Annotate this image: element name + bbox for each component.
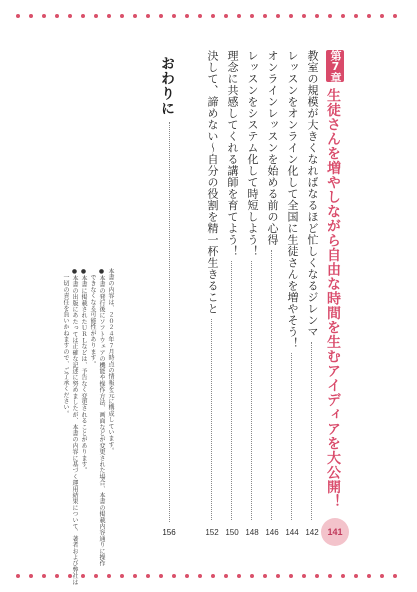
border-dot: [315, 14, 319, 18]
border-dot: [328, 574, 332, 578]
note-line: [89, 268, 95, 370]
border-dot: [185, 14, 189, 18]
border-dot: [68, 14, 72, 18]
border-dot: [237, 574, 241, 578]
note-text: ●本書の出版にあたっては正確な記述に努めましたが、本書の内容に基づく運用結果について、著者および弊社は: [71, 268, 78, 586]
border-dot: [198, 14, 202, 18]
border-dot: [55, 574, 59, 578]
toc-entry-title: 理念に共感してくれる講師を育てよう！: [226, 50, 239, 257]
border-dot: [276, 574, 280, 578]
border-dot: [29, 14, 33, 18]
note-line: [62, 268, 68, 420]
border-dot: [380, 574, 384, 578]
toc-entry-title: オンラインレッスンを始める前の心得: [266, 50, 279, 246]
border-dot: [341, 14, 345, 18]
note-text: 本書の内容は、２０２４年７月時点の情報を元に構成しています。: [107, 268, 114, 454]
chapter-title: 生徒さんを増やしながら自由な時間を生むアイディアを大公開！: [325, 88, 341, 509]
border-dot: [328, 14, 332, 18]
border-dot: [120, 14, 124, 18]
border-dot: [289, 14, 293, 18]
toc-entry-page: 142: [305, 528, 319, 537]
ending-title[interactable]: おわりに: [159, 56, 175, 116]
border-dot: [367, 574, 371, 578]
top-dot-border: [0, 14, 417, 20]
note-line: [80, 268, 86, 477]
border-dot: [146, 14, 150, 18]
border-dot: [315, 574, 319, 578]
ending-page-number: 156: [162, 528, 176, 537]
ending-leader-dots: [169, 122, 170, 522]
toc-leader-dots: [271, 250, 272, 521]
toc-entry-page: 152: [205, 528, 219, 537]
border-dot: [250, 14, 254, 18]
toc-entry-page: 146: [265, 528, 279, 537]
toc-entry[interactable]: [203, 50, 221, 540]
toc-entry[interactable]: [263, 50, 281, 540]
border-dot: [29, 574, 33, 578]
toc-entry[interactable]: [303, 50, 321, 540]
border-dot: [42, 14, 46, 18]
border-dot: [211, 14, 215, 18]
toc-leader-dots: [251, 261, 252, 520]
toc-entry-title: レッスンをオンライン化して全国に生徒さんを増やそう！: [286, 50, 299, 349]
border-dot: [133, 574, 137, 578]
border-dot: [250, 574, 254, 578]
toc-entry-title: レッスンをシステム化して時短しよう！: [246, 50, 259, 257]
border-dot: [146, 574, 150, 578]
border-dot: [380, 14, 384, 18]
border-dot: [393, 14, 397, 18]
border-dot: [159, 14, 163, 18]
border-dot: [302, 14, 306, 18]
border-dot: [133, 14, 137, 18]
toc-entry-page: 150: [225, 528, 239, 537]
note-text: ●本書の発行後にソフトウェアの機能や操作方法、画面などが変更された場合、本書の掲載内容通りに操作: [98, 268, 105, 567]
toc-entry-page: 144: [285, 528, 299, 537]
chapter-page-number: 141: [327, 527, 343, 537]
chapter-page-badge[interactable]: [321, 518, 349, 546]
toc-entry[interactable]: [223, 50, 241, 540]
toc-leader-dots: [311, 342, 312, 521]
border-dot: [354, 574, 358, 578]
border-dot: [354, 14, 358, 18]
note-line: [71, 268, 77, 588]
border-dot: [172, 574, 176, 578]
border-dot: [276, 14, 280, 18]
border-dot: [94, 14, 98, 18]
toc-entry[interactable]: [243, 50, 261, 540]
border-dot: [16, 14, 20, 18]
border-dot: [341, 574, 345, 578]
border-dot: [224, 574, 228, 578]
toc-leader-dots: [231, 261, 232, 520]
border-dot: [55, 14, 59, 18]
border-dot: [81, 14, 85, 18]
border-dot: [367, 14, 371, 18]
note-text: ●本書に掲載されたＵＲＬなどは、予告なく変更されることがあります。: [80, 268, 87, 474]
border-dot: [120, 574, 124, 578]
border-dot: [16, 574, 20, 578]
border-dot: [198, 574, 202, 578]
border-dot: [159, 574, 163, 578]
note-text: できなくなる可能性があります。: [89, 268, 96, 368]
border-dot: [42, 574, 46, 578]
note-line: [107, 268, 113, 457]
toc-entry-title: 教室の規模が大きくなればなるほど忙しくなるジレンマ: [306, 50, 319, 338]
note-text: 一切の責任を負いかねますので、ご了承ください。: [62, 268, 69, 417]
border-dot: [263, 574, 267, 578]
border-dot: [211, 574, 215, 578]
chapter-badge: [326, 50, 344, 82]
border-dot: [237, 14, 241, 18]
border-dot: [107, 14, 111, 18]
toc-entry-page: 148: [245, 528, 259, 537]
border-dot: [224, 14, 228, 18]
toc-leader-dots: [291, 353, 292, 520]
bottom-dot-border: [0, 574, 417, 580]
border-dot: [172, 14, 176, 18]
border-dot: [289, 574, 293, 578]
border-dot: [94, 574, 98, 578]
border-dot: [81, 574, 85, 578]
toc-leader-dots: [211, 319, 212, 521]
toc-entry[interactable]: [283, 50, 301, 540]
border-dot: [393, 574, 397, 578]
border-dot: [263, 14, 267, 18]
chapter-badge-label: 第7章: [329, 50, 342, 82]
note-line: [98, 268, 104, 570]
toc-entry-title: 決して、諦めない〜自分の役割を精一杯生きること: [206, 50, 219, 315]
border-dot: [107, 574, 111, 578]
border-dot: [185, 574, 189, 578]
border-dot: [302, 574, 306, 578]
